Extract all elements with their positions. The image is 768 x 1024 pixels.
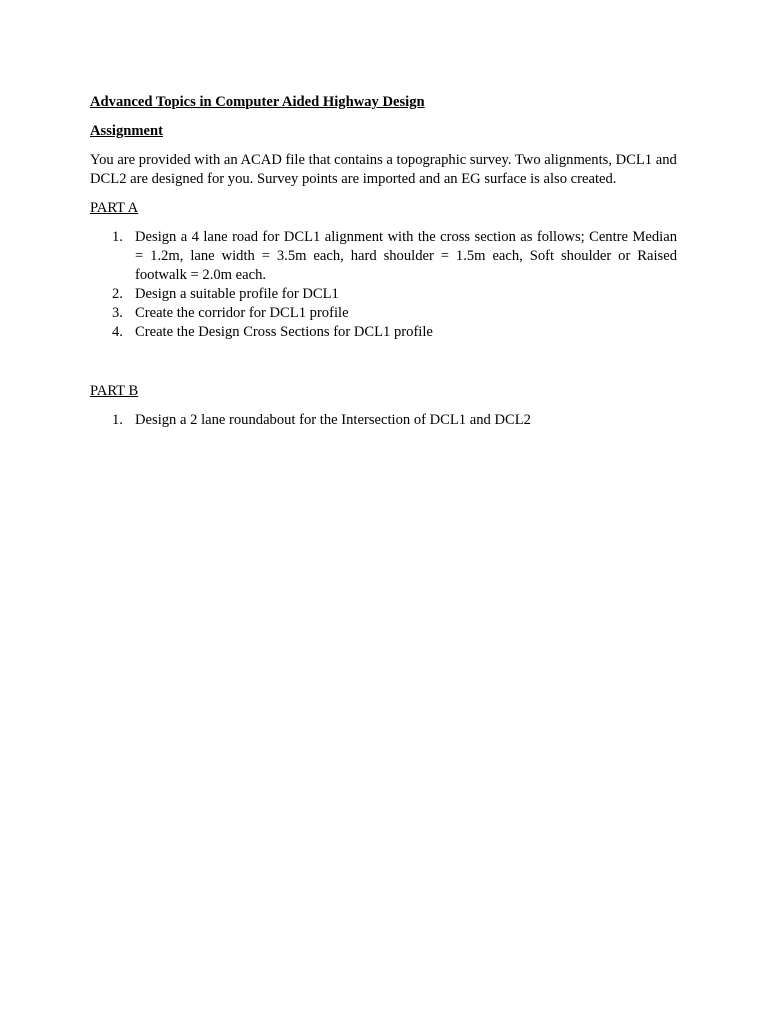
list-item-number: 1.	[112, 412, 123, 428]
list-item-number: 2.	[112, 286, 123, 302]
part-b-heading: PART B	[90, 383, 139, 399]
list-item-text: Create the corridor for DCL1 profile	[135, 305, 349, 321]
list-item	[90, 411, 677, 430]
part-a-list	[90, 228, 677, 342]
document-page	[90, 93, 677, 430]
list-item-text: Design a suitable profile for DCL1	[135, 286, 339, 302]
part-b-list	[90, 411, 677, 430]
list-item	[90, 323, 677, 342]
list-item	[90, 228, 677, 285]
document-title: Advanced Topics in Computer Aided Highway Design	[90, 94, 425, 110]
list-item-number: 3.	[112, 305, 123, 321]
list-item-number: 1.	[112, 229, 123, 245]
intro-paragraph: You are provided with an ACAD file that contains a topographic survey. Two alignments, DCL1 and DCL2 are designed for you. Survey points are imported and an EG surface is also created.	[90, 152, 677, 187]
list-item	[90, 285, 677, 304]
list-item-text: Create the Design Cross Sections for DCL1 profile	[135, 324, 433, 340]
part-a-heading: PART A	[90, 200, 139, 216]
list-item	[90, 304, 677, 323]
list-item-text: Design a 2 lane roundabout for the Intersection of DCL1 and DCL2	[135, 412, 531, 428]
document-subtitle: Assignment	[90, 123, 163, 139]
list-item-number: 4.	[112, 324, 123, 340]
list-item-text: Design a 4 lane road for DCL1 alignment with the cross section as follows; Centre Median = 1.2m, lane width = 3.5m each, hard shoulder = 1.5m each, Soft shoulder or Raised footwalk = 2.0m each.	[135, 229, 677, 283]
